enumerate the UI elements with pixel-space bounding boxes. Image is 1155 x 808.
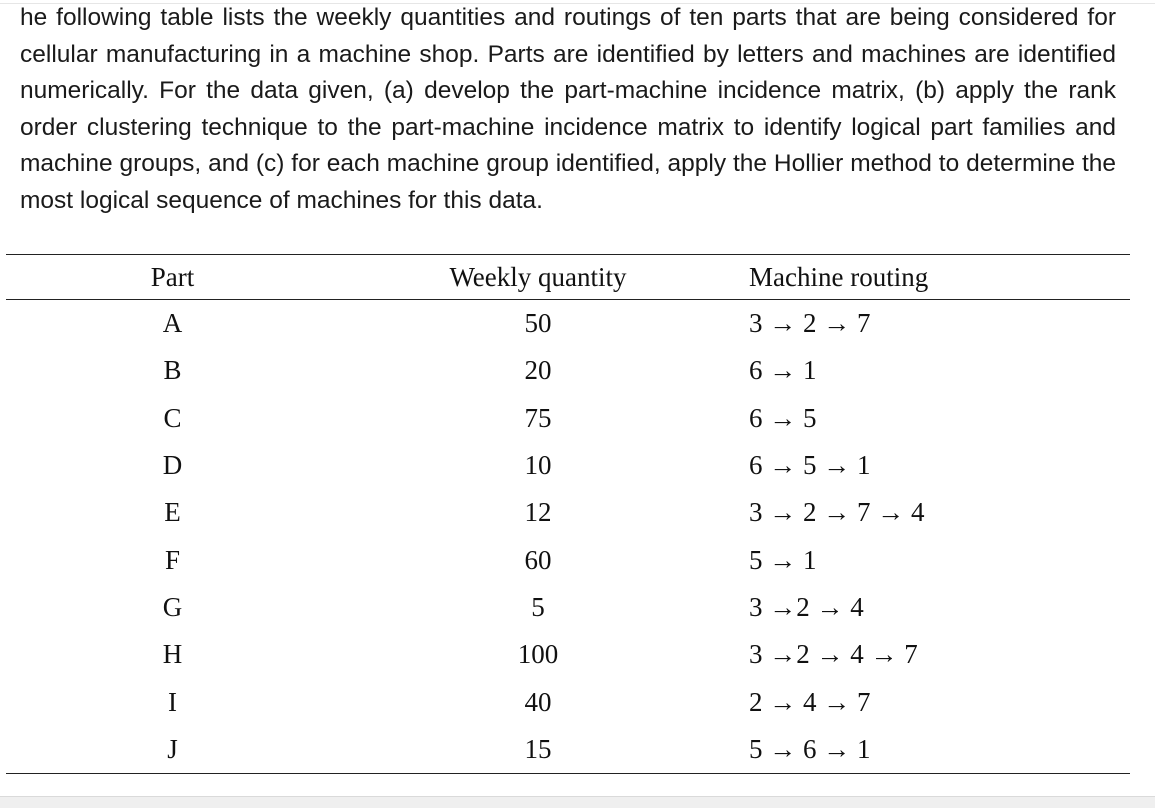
table-row	[6, 300, 1130, 348]
cell-quantity: 20	[524, 355, 552, 386]
cell-part: F	[164, 544, 181, 575]
cell-routing: 6 → 5 → 1	[749, 450, 871, 481]
cell-routing: 6 → 1	[749, 355, 817, 386]
table-row	[6, 489, 1130, 536]
table-row	[6, 395, 1130, 442]
routing-table-container	[6, 254, 1130, 774]
cell-routing: 3 →2 → 4 → 7	[749, 639, 918, 670]
cell-quantity: 100	[517, 639, 559, 670]
table-row	[6, 347, 1130, 394]
header-weekly-quantity: Weekly quantity	[339, 255, 737, 300]
cell-quantity: 5	[531, 591, 545, 622]
cell-part: J	[6, 726, 339, 774]
cell-routing: 3 → 2 → 7 → 4	[749, 497, 925, 528]
table-row	[6, 678, 1130, 725]
table-row	[6, 536, 1130, 583]
header-machine-routing: Machine routing	[737, 255, 1130, 300]
cell-routing: 3 →2 → 4	[749, 591, 864, 622]
cell-part: D	[162, 450, 183, 481]
cell-quantity: 60	[524, 544, 552, 575]
cell-part: A	[162, 308, 183, 339]
cell-quantity: 15	[339, 726, 737, 774]
header-part: Part	[6, 255, 339, 300]
cell-part: I	[168, 686, 177, 717]
cell-quantity: 10	[524, 450, 552, 481]
table-row	[6, 631, 1130, 678]
table-row	[6, 726, 1130, 774]
cell-part: G	[162, 591, 183, 622]
cell-routing: 5 → 6 → 1	[737, 726, 1130, 774]
problem-statement: he following table lists the weekly quantities and routings of ten parts that are being considered for cellular manufacturing in a machine shop. Parts are identified by letters and machines are identified numerically. For the data given, (a) develop the part-machine incidence matrix, (b) apply the rank order clustering technique to the part-machine incidence matrix to identify logical part families and machine groups, and (c) for each machine group identified, apply the Hollier method to determine the most logical sequence of machines for this data.	[20, 4, 1116, 214]
cell-part: C	[163, 402, 182, 433]
cell-routing: 3 → 2 → 7	[749, 308, 871, 339]
cell-routing: 2 → 4 → 7	[749, 686, 871, 717]
cell-quantity: 75	[524, 402, 552, 433]
cell-quantity: 12	[524, 497, 552, 528]
cell-quantity: 40	[524, 686, 552, 717]
table-header-row	[6, 255, 1130, 300]
cell-routing: 6 → 5	[749, 402, 817, 433]
cell-part: H	[162, 639, 183, 670]
routing-table	[6, 254, 1130, 774]
bottom-scroll-strip	[0, 796, 1155, 808]
cell-quantity: 50	[524, 308, 552, 339]
cell-routing: 5 → 1	[749, 544, 817, 575]
cell-part: B	[163, 355, 182, 386]
table-row	[6, 584, 1130, 631]
cell-part: E	[164, 497, 181, 528]
table-row	[6, 442, 1130, 489]
